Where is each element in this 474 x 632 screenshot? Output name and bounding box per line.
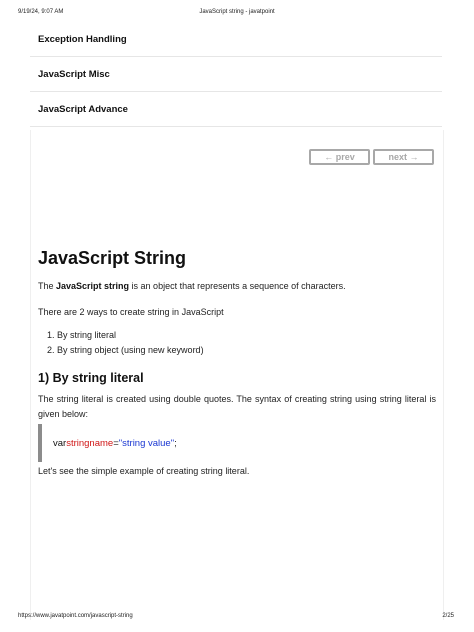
intro-paragraph xyxy=(38,280,436,293)
section-paragraph: The string literal is created using double quotes. The syntax of creating string using string literal is given below: xyxy=(38,394,436,419)
menu-item-javascript-advance[interactable]: JavaScript Advance xyxy=(30,92,442,127)
code-keyword: var xyxy=(53,437,67,449)
ways-paragraph: There are 2 ways to create string in JavaScript xyxy=(38,307,224,317)
code-operator: = xyxy=(113,437,119,449)
sidebar-menu xyxy=(30,22,442,127)
prev-button[interactable]: ← prev xyxy=(309,149,370,165)
list-item: 2. By string object (using new keyword) xyxy=(57,343,436,358)
menu-item-javascript-misc[interactable]: JavaScript Misc xyxy=(30,57,442,92)
article xyxy=(38,246,436,422)
list-item: 1. By string literal xyxy=(57,328,436,343)
print-footer xyxy=(0,613,474,625)
print-url: https://www.javatpoint.com/javascript-string xyxy=(18,613,133,619)
print-header xyxy=(0,9,474,21)
print-page-title: JavaScript string - javatpoint xyxy=(199,9,275,15)
code-string: "string value" xyxy=(118,437,175,449)
print-page-number: 2/25 xyxy=(442,613,454,619)
page-title: JavaScript String xyxy=(38,248,187,268)
print-date: 9/19/24, 9:07 AM xyxy=(18,9,64,15)
code-identifier: stringname xyxy=(66,437,114,449)
intro-suffix: is an object that represents a sequence of characters. xyxy=(129,281,346,291)
intro-prefix: The xyxy=(38,281,57,291)
intro-bold: JavaScript string xyxy=(56,281,130,291)
code-end: ; xyxy=(174,437,177,449)
next-button[interactable]: next → xyxy=(373,149,434,165)
after-code-paragraph: Let's see the simple example of creating string literal. xyxy=(38,466,250,476)
code-block xyxy=(38,424,436,462)
ways-list xyxy=(38,328,436,358)
menu-item-exception-handling[interactable]: Exception Handling xyxy=(30,22,442,57)
section-heading: 1) By string literal xyxy=(38,371,144,385)
